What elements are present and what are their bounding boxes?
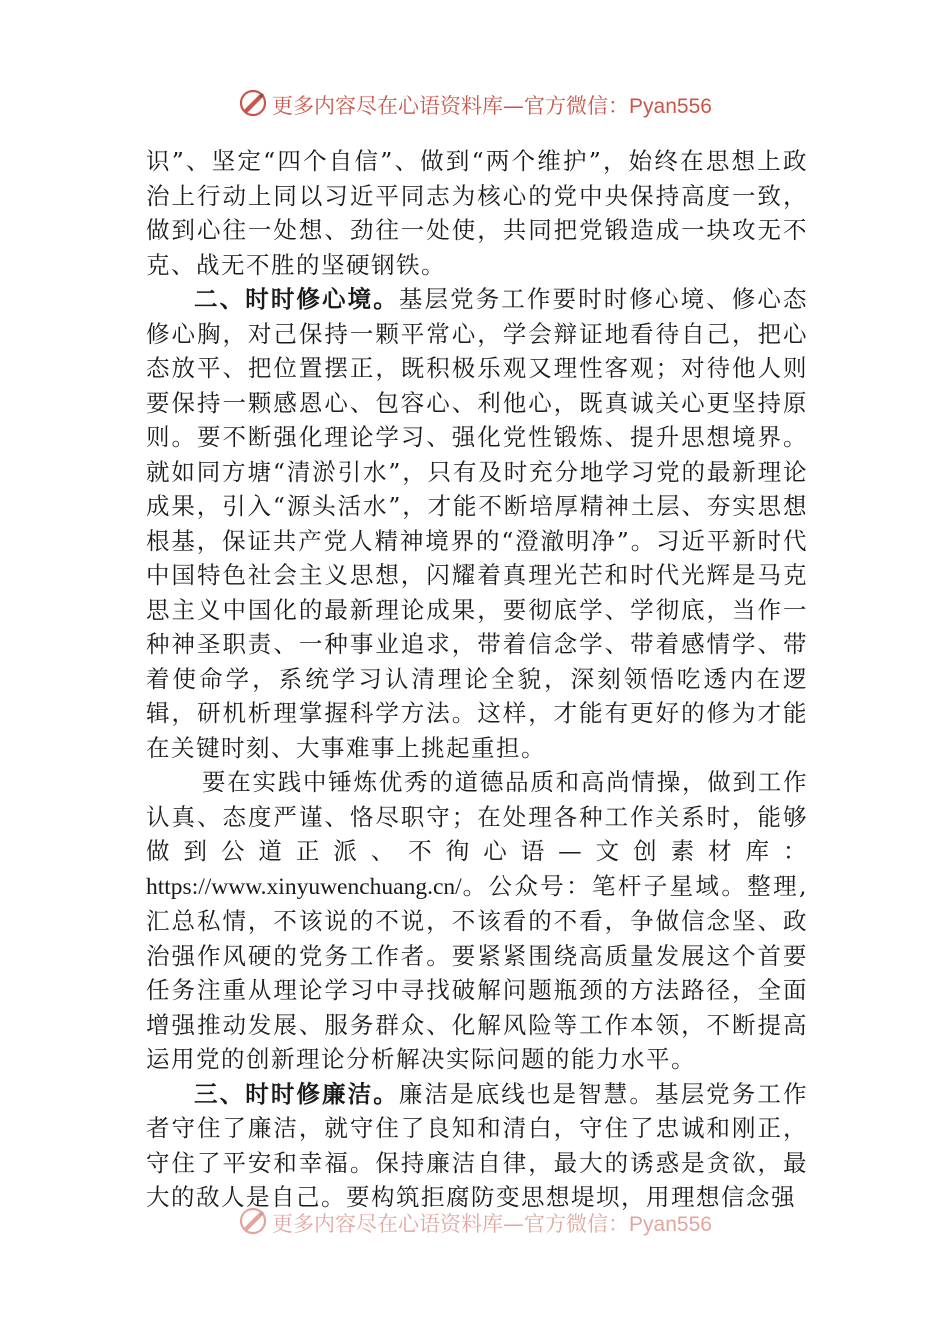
section-heading-2: 二、时时修心境。 xyxy=(194,285,399,313)
watermark-footer xyxy=(0,1206,950,1244)
source-url-part-2: www.xinyuwenchuang.cn/ xyxy=(211,873,462,900)
paragraph-2-body: 基层党务工作要时时修心境、修心态修心胸，对己保持一颗平常心，学会辩证地看待自己，把心态放平、把位置摆正，既积极乐观又理性客观；对待他人则要保持一颗感恩心、包容心、利他心，既真诚关心更坚持原则。要不断强化理论学习、强化党性锻炼、提升思想境界。就如同方塘“清淤引水”，只有及时充分地学习党的最新理论成果，引入“源头活水”，才能不断培厚精神土层、夯实思想根基，保证共产党人精神境界的“澄澈明净”。习近平新时代中国特色社会主义思想，闪耀着真理光芒和时代光辉是马克思主义中国化的最新理论成果，要彻底学、学彻底，当作一种神圣职责、一种事业追求，带着信念学、带着感情学、带着使命学，系统学习认清理论全貌，深刻领悟吃透内在逻辑，研机析理掌握科学方法。这样，才能有更好的修为才能在关键时刻、大事难事上挑起重担。 xyxy=(146,285,809,762)
section-heading-3: 三、时时修廉洁。 xyxy=(194,1079,399,1108)
pen-circle-logo-icon xyxy=(238,1206,268,1244)
source-url-part-1: https:// xyxy=(146,873,212,900)
paragraph-3 xyxy=(146,765,808,1077)
paragraph-3-text-b: 。公众号：笔杆子星域。整理,汇总私情，不该说的不说，不该看的不看，争做信念坚、政治强作风硬的党务工作者。要紧紧围绕高质量发展这个首要任务注重从理论学习中寻找破解问题瓶颈的方法路径，全面增强推动发展、服务群众、化解风险等工作本领，不断提高运用党的创新理论分析解决实际问题的能力水平。 xyxy=(146,871,808,1073)
document-body xyxy=(146,144,808,1215)
paragraph-3-text-a: 要在实践中锤炼优秀的道德品质和高尚情操，做到工作认真、态度严谨、恪尽职守；在处理各种工作关系时，能够做到公道正派、不徇心语—文创素材库： xyxy=(146,768,808,865)
pen-circle-logo-icon xyxy=(238,88,268,126)
paragraph-1: 识”、坚定“四个自信”、做到“两个维护”，始终在思想上政治上行动上同以习近平同志为核心的党中央保持高度一致，做到心往一处想、劲往一处使，共同把党锻造成一块攻无不克、战无不胜的坚硬钢铁。 xyxy=(146,147,808,279)
watermark-handle: Pyan556 xyxy=(629,1213,712,1236)
paragraph-4-body: 廉洁是底线也是智慧。基层党务工作者守住了廉洁，就守住了良知和清白，守住了忠诚和刚正，守住了平安和幸福。保持廉洁自律，最大的诱惑是贪欲，最大的敌人是自己。要构筑拒腐防变思想堤坝，用理想信念强 xyxy=(146,1079,809,1211)
watermark-text: 更多内容尽在心语资料库—官方微信： xyxy=(272,94,630,118)
watermark-header xyxy=(0,88,950,126)
paragraph-2 xyxy=(146,282,808,765)
paragraph-4 xyxy=(146,1077,808,1215)
watermark-text: 更多内容尽在心语资料库—官方微信： xyxy=(272,1212,630,1236)
watermark-handle: Pyan556 xyxy=(629,95,712,118)
